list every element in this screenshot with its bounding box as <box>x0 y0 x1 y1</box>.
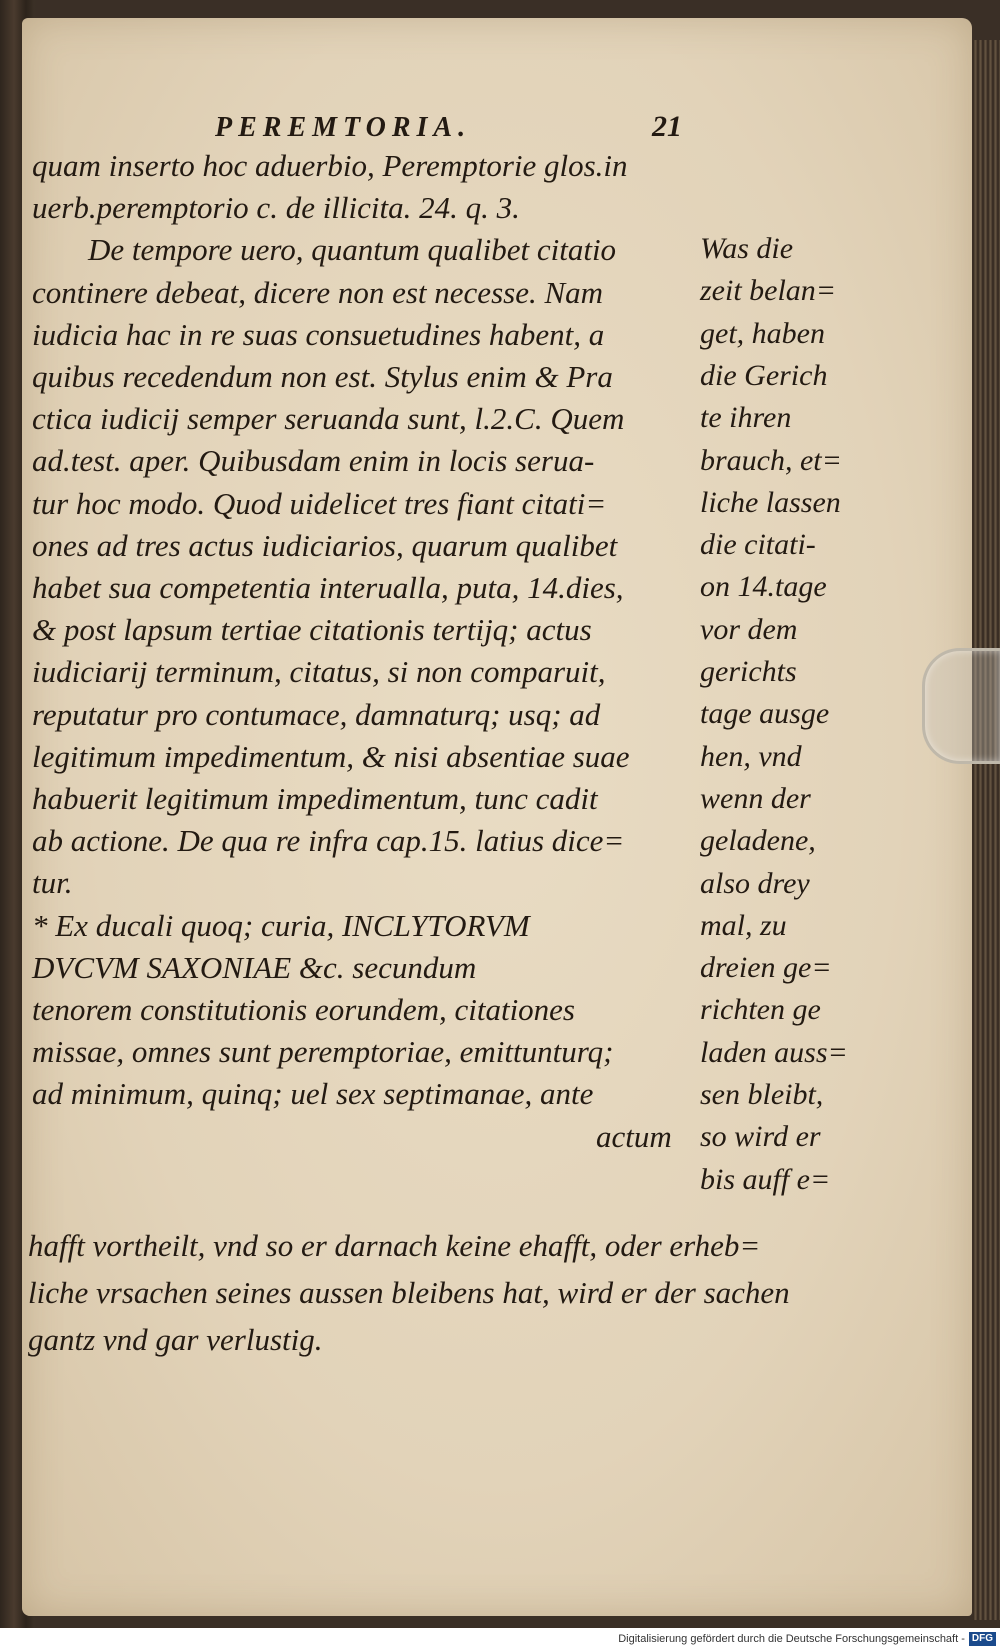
latin-line: ad minimum, quinq; uel sex septimanae, ante <box>32 1076 594 1112</box>
german-line: geladene, <box>700 824 816 858</box>
footer-bar <box>0 1628 1000 1650</box>
latin-line: iudicia hac in re suas consuetudines habent, a <box>32 316 605 352</box>
german-line: brauch, et= <box>700 443 842 477</box>
latin-line: De tempore uero, quantum qualibet citatio <box>88 232 617 268</box>
german-line: liche lassen <box>700 485 841 519</box>
latin-line: ones ad tres actus iudiciarios, quarum qualibet <box>32 527 618 563</box>
footer-text: Digitalisierung gefördert durch die Deutsche Forschungsgemeinschaft - <box>618 1633 965 1645</box>
latin-line: quam inserto hoc aduerbio, Peremptorie glos.in <box>32 148 628 183</box>
german-line: tage ausge <box>700 697 830 731</box>
german-line: laden auss= <box>700 1035 848 1069</box>
book-fore-edge <box>972 40 1000 1620</box>
german-line: die Gerich <box>700 358 828 392</box>
latin-line: legitimum impedimentum, & nisi absentiae suae <box>32 738 630 774</box>
latin-line: * Ex ducali quoq; curia, INCLYTORVM <box>32 907 530 943</box>
latin-line: reputatur pro contumace, damnaturq; usq; ad <box>32 696 601 732</box>
latin-line: continere debeat, dicere non est necesse. Nam <box>32 274 604 310</box>
latin-line: actum <box>596 1118 672 1154</box>
latin-line: habuerit legitimum impedimentum, tunc cadit <box>32 781 598 816</box>
german-line: wenn der <box>700 781 811 815</box>
dfg-logo: DFG <box>969 1632 996 1646</box>
german-line: dreien ge= <box>700 951 832 985</box>
german-line: mal, zu <box>700 908 787 942</box>
latin-line: ab actione. De qua re infra cap.15. latius dice= <box>32 823 625 859</box>
latin-line: missae, omnes sunt peremptoriae, emittunturq; <box>32 1034 614 1070</box>
german-line: die citati- <box>700 528 816 562</box>
german-line: gerichts <box>700 655 797 688</box>
latin-line: ctica iudicij semper seruanda sunt, l.2.C. Quem <box>32 401 625 437</box>
german-line: hen, vnd <box>700 739 802 773</box>
latin-line: tur. <box>32 865 73 901</box>
bottom-line: liche vrsachen seines aussen bleibens hat, wird er der sachen <box>28 1275 790 1310</box>
german-line: te ihren <box>700 401 792 435</box>
german-line: get, haben <box>700 316 825 350</box>
german-line: vor dem <box>700 612 798 646</box>
latin-line: ad.test. aper. Quibusdam enim in locis serua- <box>32 443 595 479</box>
german-line: Was die <box>700 232 794 265</box>
german-line: richten ge <box>700 993 821 1027</box>
german-line: sen bleibt, <box>700 1078 824 1111</box>
page-number: 21 <box>652 110 682 143</box>
running-title: PEREMTORIA. <box>215 112 472 143</box>
latin-line: iudiciarij terminum, citatus, si non comparuit, <box>32 654 606 690</box>
bottom-line: gantz vnd gar verlustig. <box>28 1322 323 1357</box>
german-line: so wird er <box>700 1120 821 1154</box>
latin-line: quibus recedendum non est. Stylus enim & Pra <box>32 359 613 394</box>
german-line: on 14.tage <box>700 570 827 604</box>
page-clip <box>922 648 1000 764</box>
latin-line: uerb.peremptorio c. de illicita. 24. q. 3. <box>32 190 520 226</box>
latin-line: tur hoc modo. Quod uidelicet tres fiant citati= <box>32 485 607 521</box>
german-line: zeit belan= <box>700 274 837 308</box>
german-line: bis auff e= <box>700 1162 831 1196</box>
latin-line: habet sua competentia interualla, puta, 14.dies, <box>32 570 624 605</box>
latin-line: DVCVM SAXONIAE &c. secundum <box>32 949 477 985</box>
latin-line: tenorem constitutionis eorundem, citationes <box>32 992 575 1027</box>
bottom-line: hafft vortheilt, vnd so er darnach keine ehafft, oder erheb= <box>28 1228 761 1263</box>
latin-line: & post lapsum tertiae citationis tertijq; actus <box>32 612 592 648</box>
german-line: also drey <box>700 866 810 900</box>
